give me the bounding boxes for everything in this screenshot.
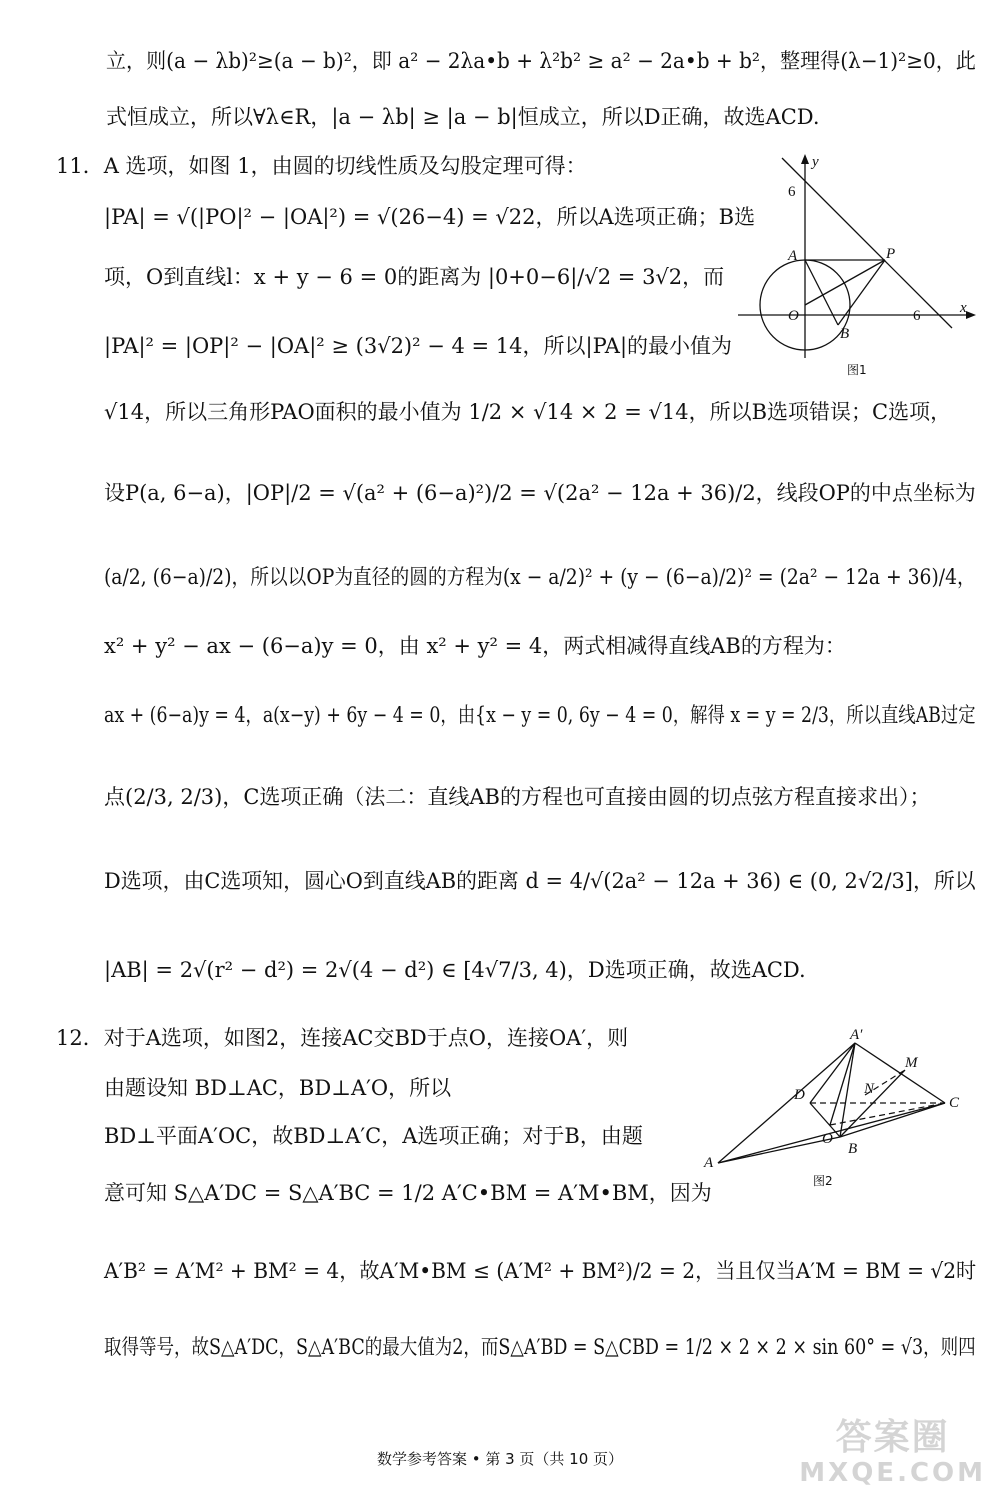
- text-line-11: ax + (6−a)y = 4，a(x−y) + 6y − 4 = 0，由{x − y = 0, 6y − 4 = 0，解得 x = y = 2/3，所以直线AB过定: [104, 703, 976, 727]
- watermark-line-1: 答案圈: [835, 1417, 950, 1458]
- text-line-4: |PA| = √(|PO|² − |OA|²) = √(26−4) = √22，所以A选项正确；B选: [104, 205, 756, 229]
- text-line-17: BD⊥平面A′OC，故BD⊥A′C，A选项正确；对于B，由题: [104, 1124, 643, 1148]
- figure-2: [700, 1025, 970, 1195]
- fig2-label-A-prime: A′: [850, 1027, 863, 1043]
- fig2-label-D: D: [794, 1087, 805, 1103]
- fig1-label-y: y: [812, 154, 819, 170]
- text-line-13: D选项，由C选项知，圆心O到直线AB的距离 d = 4/√(2a² − 12a + 36) ∈ (0, 2√2/3]，所以: [104, 869, 976, 893]
- text-line-9: (a/2, (6−a)/2)，所以以OP为直径的圆的方程为(x − a/2)² + (y − (6−a)/2)² = (2a² − 12a + 36)/4，: [104, 565, 976, 589]
- text-line-20: 取得等号，故S△A′DC，S△A′BC的最大值为2，而S△A′BD = S△CBD = 1/2 × 2 × 2 × sin 60° = √3，则四: [104, 1335, 976, 1359]
- text-line-2: 式恒成立，所以∀λ∈R，|a − λb| ≥ |a − b|恒成立，所以D正确，故选ACD.: [106, 105, 820, 129]
- text-line-7: √14，所以三角形PAO面积的最小值为 1/2 × √14 × 2 = √14，所以B选项错误；C选项，: [104, 400, 952, 424]
- fig1-label-B: B: [840, 326, 850, 342]
- text-line-18: 意可知 S△A′DC = S△A′BC = 1/2 A′C•BM = A′M•BM，因为: [104, 1181, 712, 1205]
- fig1-label-P: P: [886, 246, 896, 262]
- page-footer: 数学参考答案 • 第 3 页（共 10 页）: [376, 1450, 624, 1468]
- fig1-label-A: A: [788, 248, 798, 264]
- watermark-line-2: MXQE.COM: [799, 1458, 986, 1488]
- fig2-label-O: O: [822, 1131, 833, 1147]
- text-line-14: |AB| = 2√(r² − d²) = 2√(4 − d²) ∈ [4√7/3, 4)，D选项正确，故选ACD.: [104, 958, 806, 982]
- text-line-1: 立，则(a − λb)²≥(a − b)²，即 a² − 2λa•b + λ²b² ≥ a² − 2a•b + b²，整理得(λ−1)²≥0，此: [106, 49, 976, 73]
- fig1-label-6y: 6: [788, 184, 796, 200]
- fig2-label-B: B: [848, 1141, 858, 1157]
- fig1-label-x: x: [960, 300, 967, 316]
- text-line-6: |PA|² = |OP|² − |OA|² ≥ (3√2)² − 4 = 14，所以|PA|的最小值为: [104, 334, 733, 358]
- fig2-label-N: N: [864, 1081, 875, 1097]
- fig1-label-O: O: [788, 308, 799, 324]
- text-line-10: x² + y² − ax − (6−a)y = 0，由 x² + y² = 4，两式相减得直线AB的方程为：: [104, 634, 846, 658]
- watermark-logo: [799, 1418, 986, 1488]
- fig2-caption: 图2: [813, 1174, 833, 1188]
- figure-1: [730, 150, 980, 380]
- text-line-5: 项，O到直线l：x + y − 6 = 0的距离为 |0+0−6|/√2 = 3√2，而: [104, 265, 725, 289]
- fig2-label-C: C: [949, 1095, 960, 1111]
- fig2-label-A: A: [704, 1155, 714, 1171]
- text-line-15: 12．对于A选项，如图2，连接AC交BD于点O，连接OA′，则: [56, 1026, 629, 1050]
- text-line-12: 点(2/3, 2/3)，C选项正确（法二：直线AB的方程也可直接由圆的切点弦方程直接求出）；: [104, 785, 931, 809]
- text-line-3: 11．A 选项，如图 1，由圆的切线性质及勾股定理可得：: [56, 154, 587, 178]
- fig1-label-6x: 6: [913, 308, 921, 324]
- text-line-16: 由题设知 BD⊥AC，BD⊥A′O，所以: [104, 1076, 452, 1100]
- fig2-label-M: M: [905, 1055, 918, 1071]
- text-line-8: 设P(a, 6−a)，|OP|/2 = √(a² + (6−a)²)/2 = √(2a² − 12a + 36)/2，线段OP的中点坐标为: [104, 481, 976, 505]
- fig1-caption: 图1: [847, 363, 867, 377]
- text-line-19: A′B² = A′M² + BM² = 4，故A′M•BM ≤ (A′M² + BM²)/2 = 2，当且仅当A′M = BM = √2时: [104, 1259, 977, 1283]
